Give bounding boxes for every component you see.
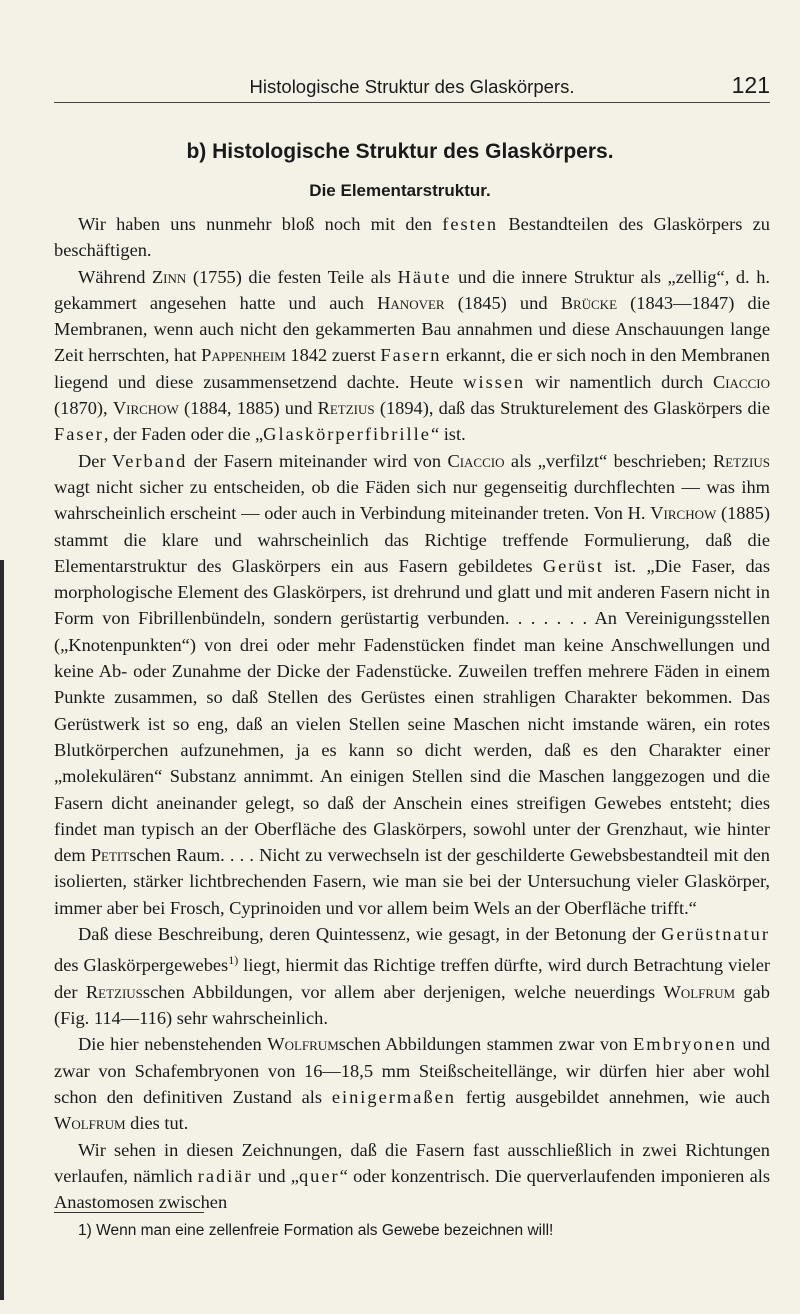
footnote-text: Wenn man eine zellenfreie Formation als Gewebe bezeichnen will! [96,1222,554,1239]
running-header [54,68,770,103]
text-run: quer [298,1165,340,1186]
body-text [54,211,770,1215]
text-run: festen [442,214,499,234]
text-run: Wolfrum [54,1113,126,1134]
text-run: ist. „Die Faser, das morphologische Element des Glaskörpers, ist drehrund und glatt und mit anderen Fasern nicht in Form von Fibrillenbündeln, sondern gerüstartig verbunden. . . . . . . An Vereinigungsstellen („Knotenpunkten“) von drei oder mehr Fadenstücken findet man keine Anschwellungen und keine Ab- oder Zunahme der Dicke der Fadenstücke. Zuweilen treffen mehrere Fäden in einem Punkte zusammen, so daß Stellen des Gerüstes einen strahligen Charakter bekommen. Das Gerüstwerk ist so eng, daß an vielen Stellen seine Maschen nicht imstande wären, ein rotes Blutkörperchen aufzunehmen, ja es kann so dicht werden, daß es den Charakter einer „molekulären“ Substanz annimmt. An einigen Stellen sind die Maschen langgezogen und die Fasern dicht aneinander gelegt, so daß der Anschein eines streifigen Gewebes entsteht; dies findet man typisch an der Oberfläche des Glaskörpers, sowohl unter der Grenzhaut, wie hinter dem [54,555,770,866]
text-run: Häute [397,266,452,287]
text-run: Brücke [560,292,618,313]
text-run: wissen [463,371,526,392]
text-run: Gerüst [542,555,604,576]
section-title: b) Histologische Struktur des Glaskörpers. [186,140,614,163]
text-run: Retzius [85,981,143,1002]
text-run: Retzius [712,450,770,471]
text-run: “ ist. [430,424,466,445]
paragraph [54,1031,770,1136]
paragraph [54,1137,770,1216]
text-run: (1885) stammt die klare und wahrscheinlich das Richtige treffende Formulierung, daß die Elementarstruktur des Glaskörpers ein aus Fasern gebildetes [54,503,770,576]
text-run: Zinn [151,266,187,287]
text-run: Bestandteilen des Glaskörpers zu beschäftigen. [54,214,770,261]
footnote [78,1222,768,1240]
text-run: Faser [54,424,104,445]
footnote-divider [54,1212,204,1213]
paragraph [54,448,770,921]
text-run: radiär [197,1165,253,1186]
text-run: Virchow [112,398,179,419]
text-run: und die innere Struktur als „zellig“, d. h. gekammert angesehen hatte und auch [54,266,770,313]
text-run: Ciaccio [447,450,505,471]
text-run: fertig ausgebildet annehmen, wie auch [455,1086,770,1107]
text-run: (1884, 1885) und [178,398,318,419]
text-run: dies tut. [125,1113,189,1134]
text-run: wagt nicht sicher zu entscheiden, ob die Fäden sich nur gegenseitig durchflechten — was ihm wahrscheinlich erscheint — oder auch in Verbindung miteinander treten. Von H. [54,476,770,524]
text-run: Fasern [380,345,442,366]
text-run: , der Faden oder die „ [103,424,264,445]
text-run: Verband [112,450,188,471]
text-run: “ oder konzentrisch. Die querverlaufenden imponieren als Anastomosen zwischen [54,1165,771,1213]
text-run: Die hier nebenstehenden [78,1034,268,1055]
text-run: Ciaccio [712,371,770,392]
text-run: Pappenheim [201,345,286,366]
text-run: (1870), [54,398,113,419]
text-run: erkannt, die er sich noch in den Membranen liegend und diese zusammensetzend dachte. Heute [54,345,770,392]
text-run: Wir haben uns nunmehr bloß noch mit den [78,214,443,234]
text-run: der Fasern miteinander wird von [187,450,448,471]
text-run: Embryonen [633,1034,737,1055]
text-run: Petit [90,845,130,866]
text-run: als „verfilzt“ beschrieben; [504,450,713,471]
text-run: Der [78,450,112,471]
footnote-reference: 1) [228,953,239,968]
text-run: Wir sehen in diesen Zeichnungen, daß die Fasern fast ausschließlich in zwei Richtungen verlaufen, nämlich [54,1139,770,1186]
text-run: schen Raum. . . . Nicht zu verwechseln ist der geschilderte Gewebsbestandteil mit den isolierten, stärker lichtbrechenden Fasern, wie man sie bei der Untersuchung vieler Glaskörper, immer aber bei Frosch, Cyprinoiden und vor allem beim Wels an der Oberfläche trifft.“ [54,845,771,918]
text-run: des Glaskörpergewebes [54,955,229,976]
text-run: Glaskörperfibrille [263,424,431,445]
text-run: (1894), daß das Strukturelement des Glaskörpers die [374,398,771,419]
text-run: (1843—1847) die Membranen, wenn auch nicht den gekammerten Bau annahmen und diese Anschauungen lange Zeit herrschten, hat [54,292,770,366]
page-number: 121 [731,72,770,98]
paragraph [54,921,770,1031]
page-edge-shadow [0,560,4,1300]
text-run: liegt, hiermit das Richtige treffen dürfte, wird durch Betrachtung vieler der [54,955,770,1002]
text-run: 1842 zuerst [285,345,381,366]
text-run: Virchow [650,503,717,524]
text-run: und „ [252,1165,299,1186]
footnote-marker: 1) [78,1222,92,1239]
text-run: (1755) die festen Teile als [186,266,398,287]
paragraph [54,264,770,448]
text-run: Wolfrum [663,981,736,1002]
subsection-title: Die Elementarstruktur. [309,181,491,200]
text-run: gab (Fig. 114—116) sehr wahrscheinlich. [54,981,770,1029]
text-run: wir namentlich durch [525,371,713,392]
text-run: Hanover [377,292,445,313]
text-run: Während [78,266,152,287]
text-run: Daß diese Beschreibung, deren Quintessenz, wie gesagt, in der Betonung der [78,924,662,945]
text-run: einigermaßen [331,1086,456,1107]
text-run: (1845) und [444,292,561,313]
text-run: Retzius [317,398,375,419]
text-run: schen Abbildungen stammen zwar von [338,1034,634,1055]
text-run: Wolfrum [267,1034,339,1055]
paragraph [54,211,770,264]
running-title: Histologische Struktur des Glaskörpers. [249,76,575,97]
text-run: und zwar von Schafembryonen von 16—18,5 mm Steißscheitellänge, wir dürfen hier aber wohl schon den definitiven Zustand als [54,1034,770,1107]
text-run: schen Abbildungen, vor allem aber derjenigen, welche neuerdings [142,981,664,1002]
text-run: Gerüstnatur [661,924,770,945]
